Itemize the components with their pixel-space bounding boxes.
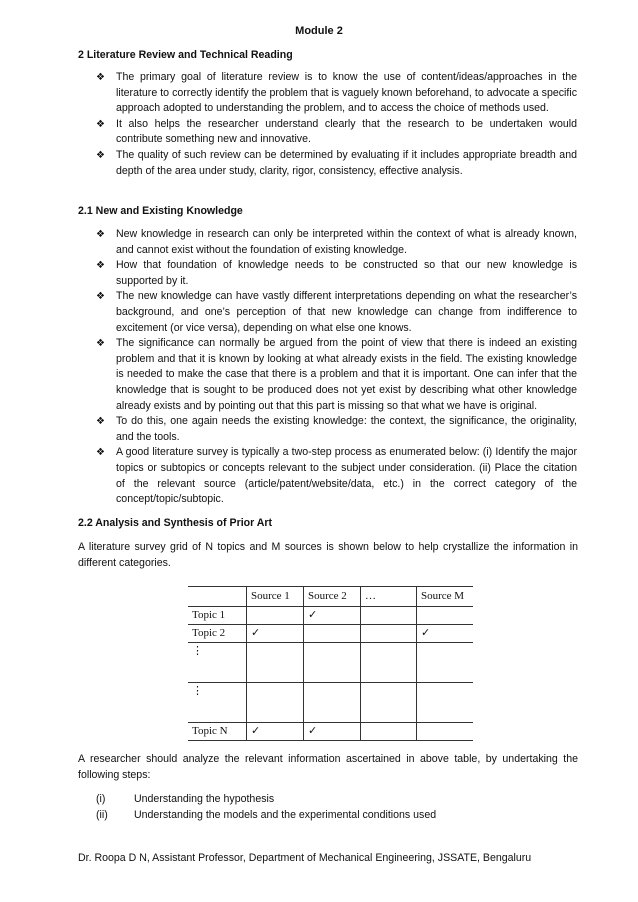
table-header-cell: Source M bbox=[417, 587, 474, 607]
bullet-diamond-icon: ❖ bbox=[96, 291, 105, 303]
table-cell bbox=[361, 625, 417, 643]
bullet-item bbox=[96, 117, 577, 148]
bullet-text: The primary goal of literature review is to know the use of content/ideas/approaches in the literature to correctly identify the problem that is vaguely known beforehand, to advocate a specific approach adopted to understanding the problem, and to access the choice of methods used. bbox=[116, 71, 577, 115]
table-cell bbox=[361, 607, 417, 625]
table-row bbox=[188, 607, 473, 625]
section-2-2-intro: A literature survey grid of N topics and M sources is shown below to help crystallize the information in different categories. bbox=[78, 541, 578, 569]
table-cell: ✓ bbox=[417, 625, 474, 643]
table-cell bbox=[304, 643, 361, 683]
bullet-item bbox=[96, 258, 577, 289]
bullet-diamond-icon: ❖ bbox=[96, 416, 105, 428]
step-text: Understanding the models and the experimental conditions used bbox=[134, 808, 437, 821]
table-cell: ✓ bbox=[247, 723, 304, 741]
table-cell: ✓ bbox=[247, 625, 304, 643]
bullet-diamond-icon: ❖ bbox=[96, 149, 105, 161]
step-number: (ii) bbox=[96, 808, 108, 821]
bullet-diamond-icon: ❖ bbox=[96, 260, 105, 272]
bullet-text: A good literature survey is typically a two-step process as enumerated below: (i) Identify the major topics or subtopics or concepts relevant to the subject under consideration. (ii) Place the citation of the relevant source (article/patent/website/data, etc.) in the correct category of the concept/topic/subtopic. bbox=[116, 446, 577, 506]
section-2-bullet-list bbox=[96, 70, 577, 179]
table-header-row bbox=[188, 587, 473, 607]
table-header-cell: Source 2 bbox=[304, 587, 361, 607]
section-2-1-bullet-list bbox=[96, 227, 577, 508]
bullet-item bbox=[96, 70, 577, 117]
bullet-text: To do this, one again needs the existing knowledge: the context, the significance, the originality, and the tools. bbox=[116, 415, 577, 443]
table-cell bbox=[361, 643, 417, 683]
table-cell bbox=[361, 683, 417, 723]
table-row-label: Topic N bbox=[188, 723, 247, 741]
bullet-diamond-icon: ❖ bbox=[96, 118, 105, 130]
table-cell bbox=[417, 643, 474, 683]
literature-survey-grid bbox=[188, 586, 473, 741]
table-cell bbox=[417, 683, 474, 723]
table-row-label: Topic 1 bbox=[188, 607, 247, 625]
table-cell: ✓ bbox=[304, 723, 361, 741]
module-title: Module 2 bbox=[295, 25, 343, 37]
table-row bbox=[188, 683, 473, 723]
bullet-item bbox=[96, 289, 577, 336]
bullet-item bbox=[96, 445, 577, 507]
section-heading-2-1: 2.1 New and Existing Knowledge bbox=[78, 205, 243, 217]
table-row-label: Topic 2 bbox=[188, 625, 247, 643]
bullet-text: The significance can normally be argued from the point of view that there is indeed an existing problem and that it is known by looking at what already exists in the field. The existing knowledge is needed to make the case that there is a problem and that it is important. One can infer that the knowledge that is sought to be produced does not yet exist by describing what other knowledge already exists and by pointing out that this part is missing so that what we have is original. bbox=[116, 337, 577, 412]
table-header-cell: Source 1 bbox=[247, 587, 304, 607]
bullet-diamond-icon: ❖ bbox=[96, 229, 105, 240]
table-row-label bbox=[188, 643, 247, 683]
bullet-text: The new knowledge can have vastly different interpretations depending on what the researcher’s background, and one’s perception of that new knowledge can change from indifference to excitement (or vice versa), depending on what else one knows. bbox=[116, 290, 577, 334]
table-cell bbox=[247, 607, 304, 625]
table-cell bbox=[417, 723, 474, 741]
bullet-text: New knowledge in research can only be interpreted within the context of what is already known, and cannot exist without the foundation of existing knowledge. bbox=[116, 228, 577, 256]
table-row bbox=[188, 625, 473, 643]
bullet-item bbox=[96, 414, 577, 445]
table-cell bbox=[304, 625, 361, 643]
table-cell bbox=[417, 607, 474, 625]
table-header-cell: … bbox=[361, 587, 417, 607]
table-header-cell bbox=[188, 587, 247, 607]
page-footer: Dr. Roopa D N, Assistant Professor, Department of Mechanical Engineering, JSSATE, Bengaluru bbox=[78, 852, 532, 864]
list-item bbox=[96, 792, 436, 808]
table-cell bbox=[247, 683, 304, 723]
bullet-diamond-icon: ❖ bbox=[96, 338, 105, 350]
table-cell bbox=[304, 683, 361, 723]
bullet-item bbox=[96, 227, 577, 258]
table-cell: ✓ bbox=[304, 607, 361, 625]
vertical-ellipsis: ⋮ bbox=[192, 685, 203, 697]
bullet-diamond-icon: ❖ bbox=[96, 72, 105, 83]
table-row-label bbox=[188, 683, 247, 723]
table-row bbox=[188, 723, 473, 741]
bullet-text: The quality of such review can be determined by evaluating if it includes appropriate breadth and depth of the area under study, clarity, rigor, consistency, effective analysis. bbox=[116, 148, 577, 177]
step-text: Understanding the hypothesis bbox=[134, 793, 275, 805]
list-item bbox=[96, 808, 436, 824]
bullet-diamond-icon: ❖ bbox=[96, 447, 105, 459]
section-heading-2-2: 2.2 Analysis and Synthesis of Prior Art bbox=[78, 517, 273, 529]
section-2-2-after-table: A researcher should analyze the relevant information ascertained in above table, by undertaking the following steps: bbox=[78, 753, 578, 781]
section-heading-2: 2 Literature Review and Technical Reading bbox=[78, 49, 293, 61]
bullet-item bbox=[96, 148, 577, 179]
vertical-ellipsis: ⋮ bbox=[192, 645, 203, 657]
bullet-text: It also helps the researcher understand clearly that the research to be undertaken would contribute something new and innovative. bbox=[116, 117, 577, 146]
table-cell bbox=[361, 723, 417, 741]
table-cell bbox=[247, 643, 304, 683]
bullet-item bbox=[96, 336, 577, 414]
bullet-text: How that foundation of knowledge needs to be constructed so that our new knowledge is supported by it. bbox=[116, 259, 577, 287]
table-row bbox=[188, 643, 473, 683]
step-number: (i) bbox=[96, 793, 106, 805]
analysis-steps-list bbox=[96, 792, 436, 823]
